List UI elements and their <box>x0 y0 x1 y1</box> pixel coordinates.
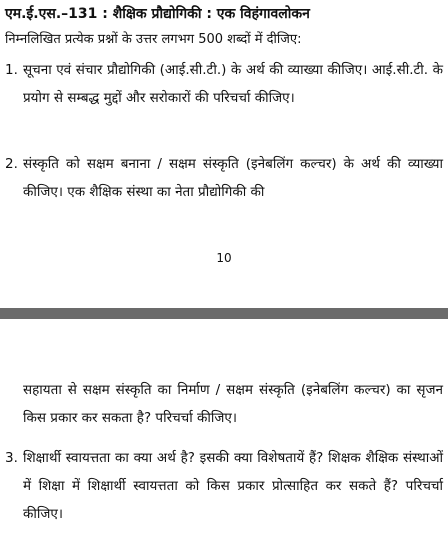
question-3 <box>5 444 443 528</box>
question-text: सूचना एवं संचार प्रौद्योगिकी (आई.सी.टी.) के अर्थ की व्याख्या कीजिए। आई.सी.टी. के प्रयोग से सम्बद्ध मुद्दों और सरोकारों की परिचर्चा कीजिए। <box>23 62 443 106</box>
question-text: शिक्षार्थी स्वायत्तता का क्या अर्थ है? इसकी क्या विशेषतायें हैं? शिक्षक शैक्षिक संस्थाओं में शिक्षा में शिक्षार्थी स्वायत्तता को किस प्रकार प्रोत्साहित कर सकते हैं? परिचर्चा कीजिए। <box>23 450 443 522</box>
question-number: 2. <box>5 156 18 172</box>
page-break-divider <box>0 308 448 319</box>
page-number: 10 <box>216 251 232 265</box>
question-1 <box>5 56 443 112</box>
question-text: संस्कृति को सक्षम बनाना / सक्षम संस्कृति (इनेबलिंग कल्चर) के अर्थ की व्याख्या कीजिए। एक शैक्षिक संस्था का नेता प्रौद्योगिकी की <box>23 156 443 200</box>
question-2-continuation: सहायता से सक्षम संस्कृति का निर्माण / सक्षम संस्कृति (इनेबलिंग कल्चर) का सृजन किस प्रकार कर सकता है? परिचर्चा कीजिए। <box>23 382 443 426</box>
question-number: 3. <box>5 450 18 466</box>
answer-instruction: निम्नलिखित प्रत्येक प्रश्नों के उत्तर लगभग 500 शब्दों में दीजिए: <box>5 32 302 47</box>
question-2 <box>5 150 443 206</box>
question-number: 1. <box>5 62 18 78</box>
course-heading: एम.ई.एस.–131 : शैक्षिक प्रौद्योगिकी : एक विहंगावलोकन <box>5 6 310 22</box>
